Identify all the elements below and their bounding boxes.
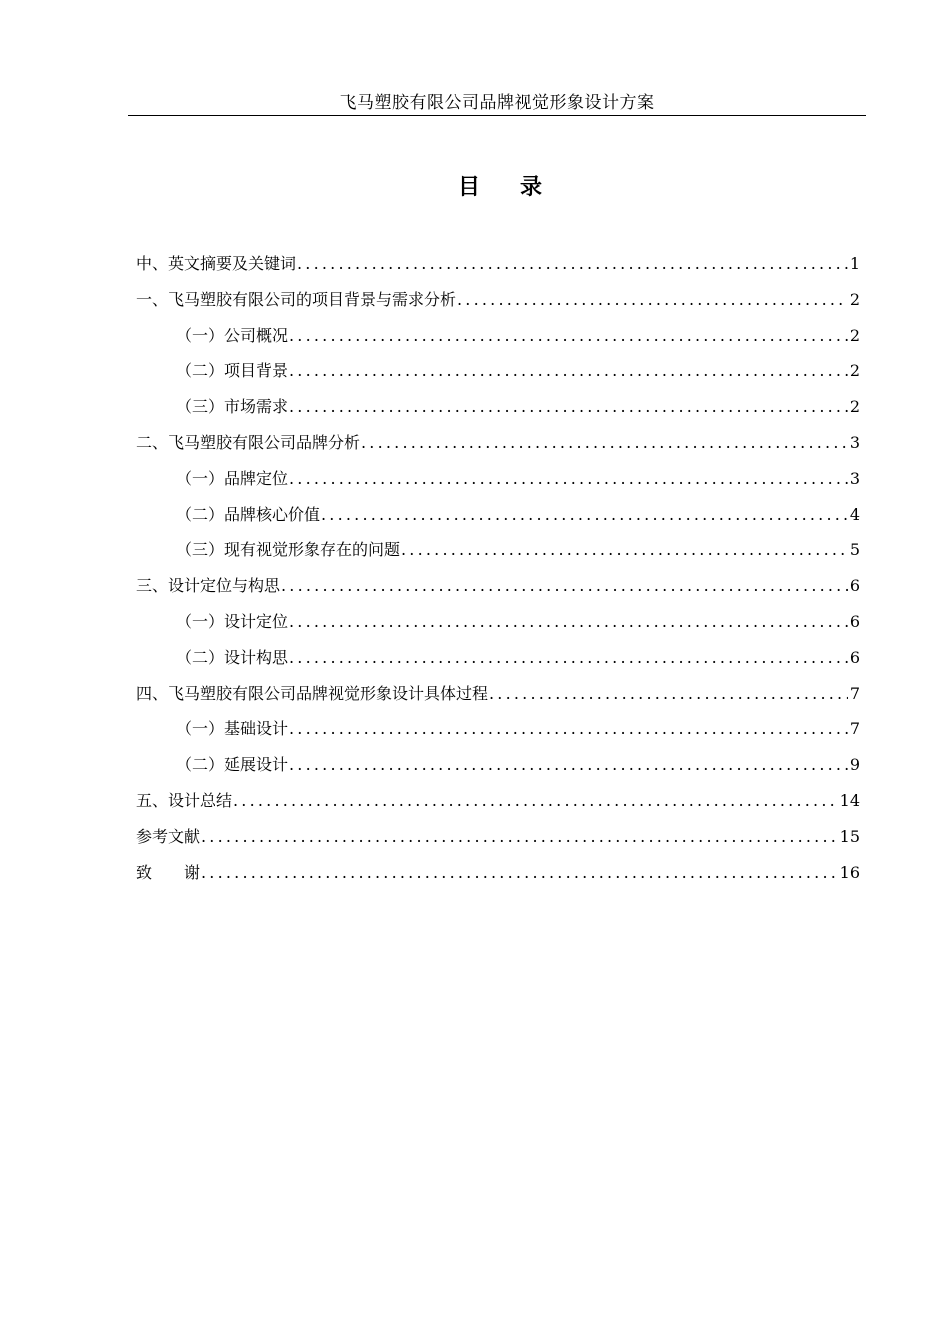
toc-entry[interactable] [136, 394, 860, 430]
toc-entry-page: 6 [849, 576, 860, 596]
toc-entry[interactable] [136, 645, 860, 681]
toc-title [0, 172, 950, 202]
toc-entry[interactable] [136, 716, 860, 752]
toc-entry-label: （二）设计构思 [176, 647, 289, 667]
toc-entry-label: 一、飞马塑胶有限公司的项目背景与需求分析 [136, 289, 457, 309]
toc-entry[interactable] [136, 752, 860, 788]
dot-leader [288, 466, 848, 492]
toc-entry-label: 二、飞马塑胶有限公司品牌分析 [136, 432, 361, 452]
dot-leader [456, 287, 848, 313]
toc-entry-label: 四、飞马塑胶有限公司品牌视觉形象设计具体过程 [136, 683, 489, 703]
dot-leader [288, 323, 848, 349]
dot-leader [200, 824, 838, 850]
toc-entry[interactable] [136, 358, 860, 394]
toc-entry[interactable] [136, 681, 860, 717]
toc-entry[interactable] [136, 323, 860, 359]
toc-entry-label: 三、设计定位与构思 [136, 576, 281, 596]
toc-entry-page: 2 [849, 361, 860, 381]
toc-entry-page: 7 [849, 719, 860, 739]
table-of-contents [136, 251, 860, 895]
toc-entry[interactable] [136, 824, 860, 860]
dot-leader [288, 716, 848, 742]
toc-title-char-1: 目 [457, 174, 480, 200]
toc-entry[interactable] [136, 609, 860, 645]
dot-leader [488, 681, 848, 707]
dot-leader [320, 502, 848, 528]
toc-entry[interactable] [136, 860, 860, 896]
dot-leader [288, 645, 848, 671]
toc-entry-page: 3 [849, 432, 860, 452]
toc-entry[interactable] [136, 537, 860, 573]
toc-entry-page: 3 [849, 468, 860, 488]
toc-entry-page: 9 [849, 755, 860, 775]
toc-entry-label: 中、英文摘要及关键词 [136, 254, 297, 273]
toc-entry[interactable] [136, 287, 860, 323]
toc-entry-page: 2 [849, 289, 860, 309]
toc-entry-page: 6 [849, 611, 860, 631]
toc-entry[interactable] [136, 466, 860, 502]
toc-entry-page: 2 [849, 325, 860, 345]
toc-entry-page: 1 [849, 254, 860, 273]
toc-entry-label: 致 谢 [136, 862, 201, 882]
toc-entry-page: 5 [849, 540, 860, 560]
dot-leader [200, 860, 838, 886]
dot-leader [288, 394, 848, 420]
header-divider [128, 115, 866, 116]
dot-leader [360, 430, 848, 456]
toc-entry[interactable] [136, 573, 860, 609]
toc-entry-label: （二）延展设计 [176, 755, 289, 775]
dot-leader [400, 537, 848, 563]
dot-leader [296, 251, 848, 277]
toc-entry-page: 7 [849, 683, 860, 703]
toc-entry[interactable] [136, 430, 860, 466]
dot-leader [280, 573, 848, 599]
toc-entry-page: 2 [849, 397, 860, 417]
dot-leader [288, 752, 848, 778]
toc-entry-label: （一）品牌定位 [176, 468, 289, 488]
toc-entry-label: （二）项目背景 [176, 361, 289, 381]
toc-entry-label: （三）现有视觉形象存在的问题 [176, 540, 401, 560]
toc-entry-page: 4 [849, 504, 860, 524]
toc-entry-label: （二）品牌核心价值 [176, 504, 321, 524]
toc-entry-label: （一）基础设计 [176, 719, 289, 739]
toc-entry-page: 16 [839, 862, 860, 882]
toc-entry-page: 6 [849, 647, 860, 667]
toc-entry-label: （一）设计定位 [176, 611, 289, 631]
toc-entry-label: 五、设计总结 [136, 790, 233, 810]
toc-entry[interactable] [136, 788, 860, 824]
toc-entry[interactable] [136, 502, 860, 538]
toc-entry-page: 14 [839, 790, 860, 810]
running-header-title: 飞马塑胶有限公司品牌视觉形象设计方案 [339, 93, 655, 113]
toc-entry[interactable] [136, 251, 860, 287]
toc-entry-label: （三）市场需求 [176, 397, 289, 417]
toc-title-char-2: 录 [520, 174, 543, 200]
dot-leader [232, 788, 838, 814]
dot-leader [288, 358, 848, 384]
toc-entry-label: 参考文献 [136, 826, 201, 846]
toc-entry-label: （一）公司概况 [176, 325, 289, 345]
toc-entry-page: 15 [839, 826, 860, 846]
dot-leader [288, 609, 848, 635]
